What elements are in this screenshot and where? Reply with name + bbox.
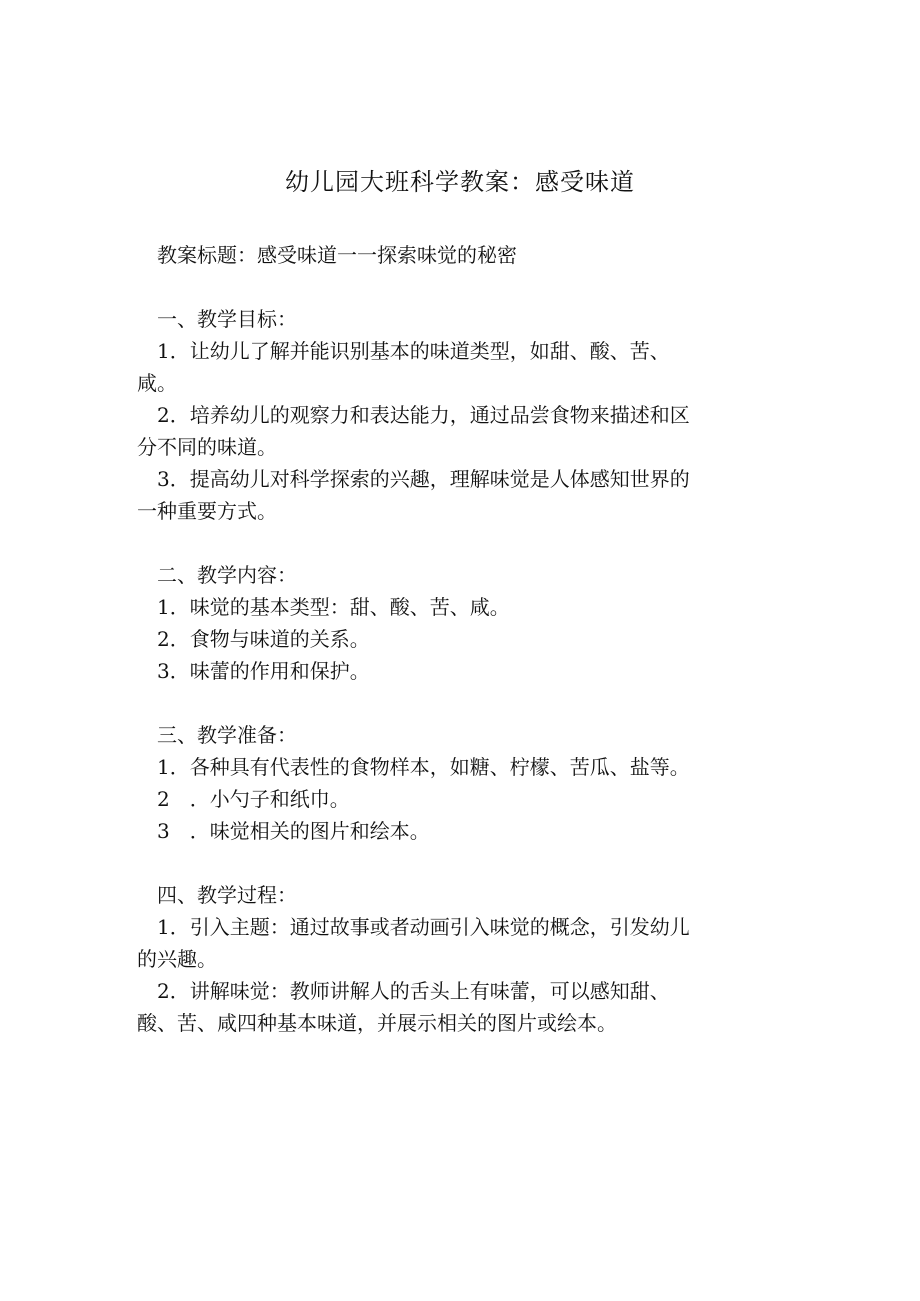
- text-line: 1．引入主题：通过故事或者动画引入味觉的概念，引发幼儿: [157, 915, 690, 939]
- text-line: 咸。: [137, 371, 177, 395]
- text-line: 二、教学内容：: [157, 563, 297, 587]
- text-line: 3 ．味觉相关的图片和绘本。: [157, 819, 430, 843]
- text-line: 1．让幼儿了解并能识别基本的味道类型，如甜、酸、苦、: [157, 339, 670, 363]
- text-line: 一种重要方式。: [137, 499, 277, 523]
- text-line: 1．各种具有代表性的食物样本，如糖、柠檬、苦瓜、盐等。: [157, 755, 690, 779]
- text-line: 酸、苦、咸四种基本味道，并展示相关的图片或绘本。: [137, 1011, 617, 1035]
- text-line: 3．提高幼儿对科学探索的兴趣，理解味觉是人体感知世界的: [157, 467, 690, 491]
- document-title: 幼儿园大班科学教案：感受味道: [285, 168, 635, 196]
- text-line: 3．味蕾的作用和保护。: [157, 659, 370, 683]
- paragraph-gap: [137, 527, 777, 559]
- paragraph-gap: [137, 271, 777, 303]
- text-line: 2．培养幼儿的观察力和表达能力，通过品尝食物来描述和区: [157, 403, 690, 427]
- text-line: 2 ．小勺子和纸巾。: [157, 787, 350, 811]
- paragraph-gap: [137, 687, 777, 719]
- text-line: 2．食物与味道的关系。: [157, 627, 370, 651]
- paragraph-gap: [137, 847, 777, 879]
- text-line: 教案标题：感受味道一一探索味觉的秘密: [157, 243, 517, 267]
- text-line: 一、教学目标：: [157, 307, 297, 331]
- document-body: [137, 239, 777, 1039]
- text-line: 的兴趣。: [137, 947, 217, 971]
- text-line: 2．讲解味觉：教师讲解人的舌头上有味蕾，可以感知甜、: [157, 979, 670, 1003]
- text-line: 四、教学过程：: [157, 883, 297, 907]
- text-line: 三、教学准备：: [157, 723, 297, 747]
- text-line: 1．味觉的基本类型：甜、酸、苦、咸。: [157, 595, 510, 619]
- text-line: 分不同的味道。: [137, 435, 277, 459]
